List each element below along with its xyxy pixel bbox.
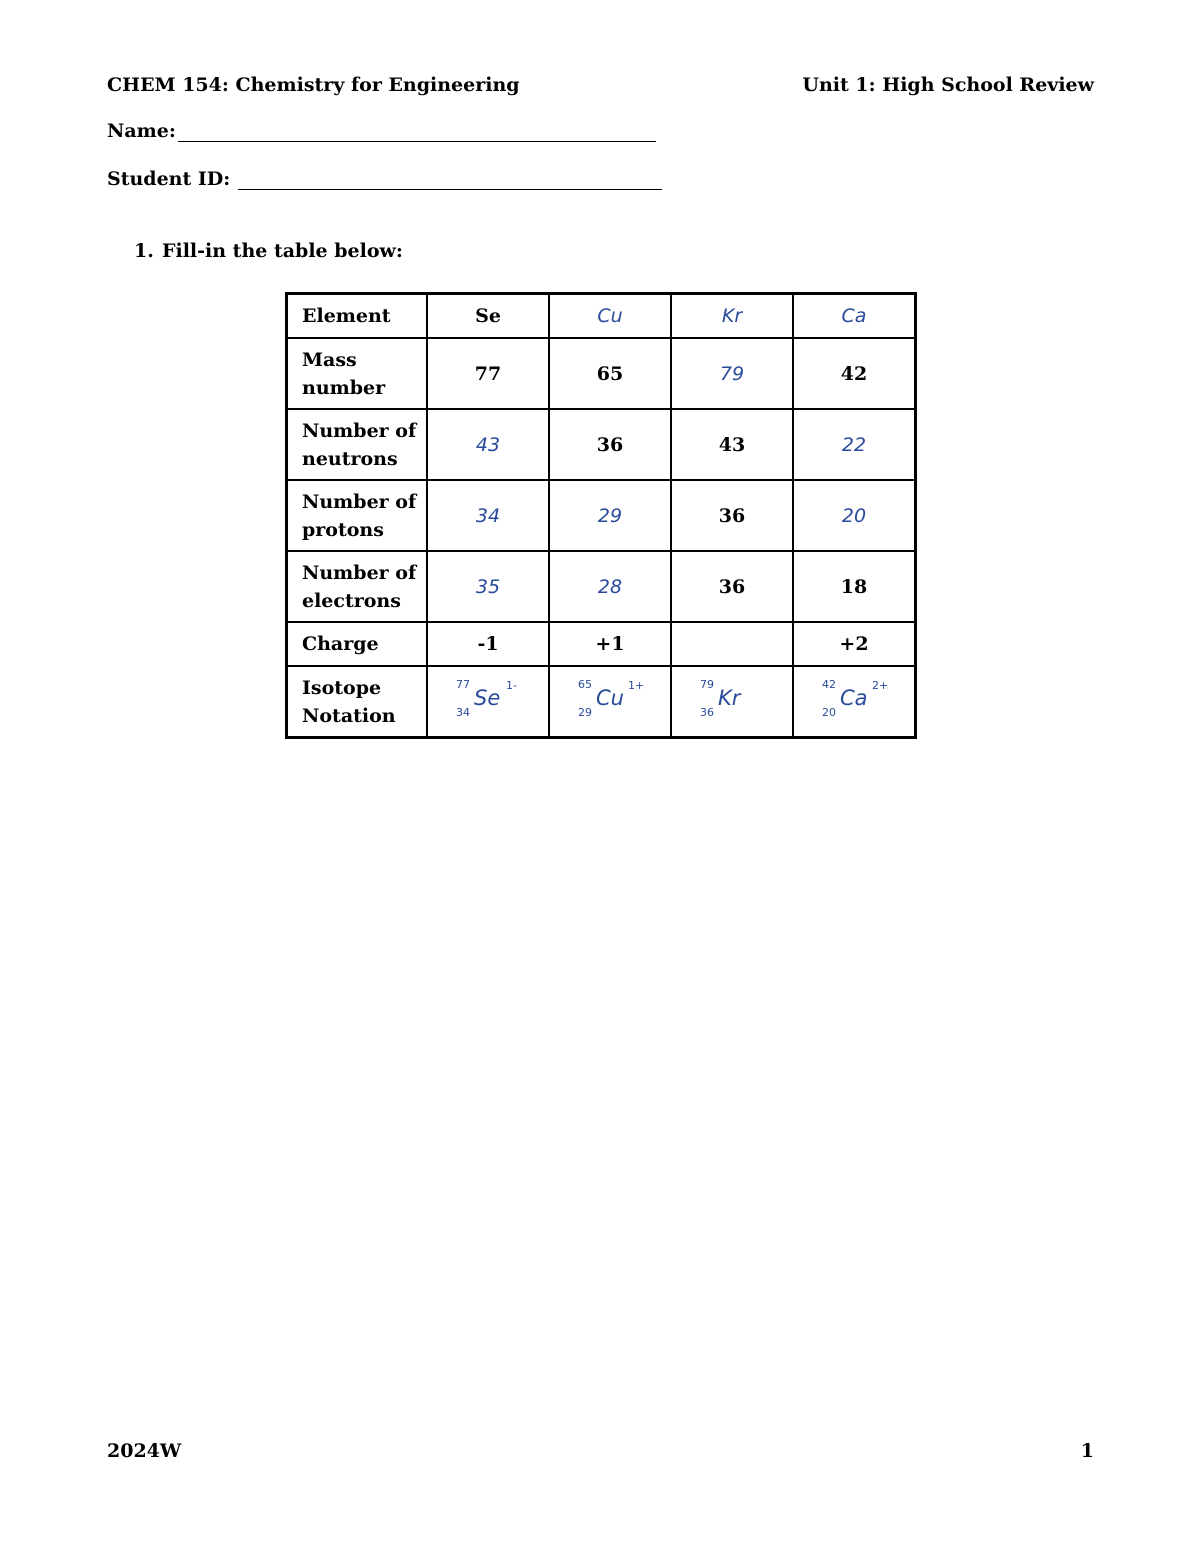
table-cell-handwritten: 79 <box>671 338 793 409</box>
isotope-charge: 2+ <box>872 679 889 692</box>
table-cell-isotope <box>793 666 916 738</box>
name-label: Name: <box>107 120 176 142</box>
question-number: 1. <box>134 240 154 262</box>
table-cell: +1 <box>549 622 671 666</box>
question-text: Fill-in the table below: <box>162 240 403 262</box>
course-title: CHEM 154: Chemistry for Engineering <box>107 74 520 96</box>
table-cell: 43 <box>671 409 793 480</box>
isotope-symbol: Cu <box>596 686 624 710</box>
table-row-mass-number <box>287 338 916 409</box>
isotope-symbol: Kr <box>718 686 741 710</box>
footer-term: 2024W <box>107 1440 182 1462</box>
table-cell-handwritten: 29 <box>549 480 671 551</box>
isotope-atomic: 20 <box>822 706 836 719</box>
isotope-charge: 1- <box>506 679 517 692</box>
question-1 <box>134 240 403 262</box>
table-cell: +2 <box>793 622 916 666</box>
table-cell: 18 <box>793 551 916 622</box>
page-number: 1 <box>1080 1440 1094 1462</box>
table-cell: 42 <box>793 338 916 409</box>
table-cell-handwritten: 43 <box>427 409 549 480</box>
isotope-symbol: Ca <box>840 686 868 710</box>
isotope-notation <box>692 674 772 724</box>
table-cell-handwritten: Ca <box>793 294 916 339</box>
student-id-label: Student ID: <box>107 168 231 190</box>
isotope-mass: 79 <box>700 678 714 691</box>
name-field <box>107 120 656 142</box>
table-cell-handwritten: 34 <box>427 480 549 551</box>
student-id-input-line[interactable] <box>238 171 662 190</box>
row-header: Number of neutrons <box>287 409 428 480</box>
table-cell-handwritten: 35 <box>427 551 549 622</box>
isotope-atomic: 29 <box>578 706 592 719</box>
isotope-mass: 77 <box>456 678 470 691</box>
table-cell: Se <box>427 294 549 339</box>
isotope-mass: 42 <box>822 678 836 691</box>
table-cell <box>671 622 793 666</box>
table-cell: -1 <box>427 622 549 666</box>
isotope-atomic: 36 <box>700 706 714 719</box>
table-cell-handwritten: Cu <box>549 294 671 339</box>
table-cell-isotope <box>427 666 549 738</box>
isotope-atomic: 34 <box>456 706 470 719</box>
table-cell-handwritten: Kr <box>671 294 793 339</box>
table-row-charge <box>287 622 916 666</box>
table-cell-handwritten: 28 <box>549 551 671 622</box>
table-cell-isotope <box>671 666 793 738</box>
table-cell: 36 <box>549 409 671 480</box>
table-cell: 77 <box>427 338 549 409</box>
isotope-mass: 65 <box>578 678 592 691</box>
table-cell: 36 <box>671 480 793 551</box>
table-row-isotope-notation <box>287 666 916 738</box>
table-cell-isotope <box>549 666 671 738</box>
table-row-element <box>287 294 916 339</box>
isotope-notation <box>814 674 894 724</box>
row-header: Isotope Notation <box>287 666 428 738</box>
isotope-table <box>285 292 917 739</box>
table-cell: 36 <box>671 551 793 622</box>
table-row-protons <box>287 480 916 551</box>
table-row-neutrons <box>287 409 916 480</box>
name-input-line[interactable] <box>178 123 656 142</box>
row-header: Charge <box>287 622 428 666</box>
table-row-electrons <box>287 551 916 622</box>
isotope-notation <box>448 674 528 724</box>
row-header: Number of protons <box>287 480 428 551</box>
isotope-charge: 1+ <box>628 679 645 692</box>
table-cell-handwritten: 20 <box>793 480 916 551</box>
table-cell-handwritten: 22 <box>793 409 916 480</box>
student-id-field <box>107 168 662 190</box>
row-header: Number of electrons <box>287 551 428 622</box>
isotope-symbol: Se <box>474 686 501 710</box>
row-header: Element <box>287 294 428 339</box>
unit-title: Unit 1: High School Review <box>802 74 1094 96</box>
row-header: Mass number <box>287 338 428 409</box>
table-cell: 65 <box>549 338 671 409</box>
isotope-notation <box>570 674 650 724</box>
